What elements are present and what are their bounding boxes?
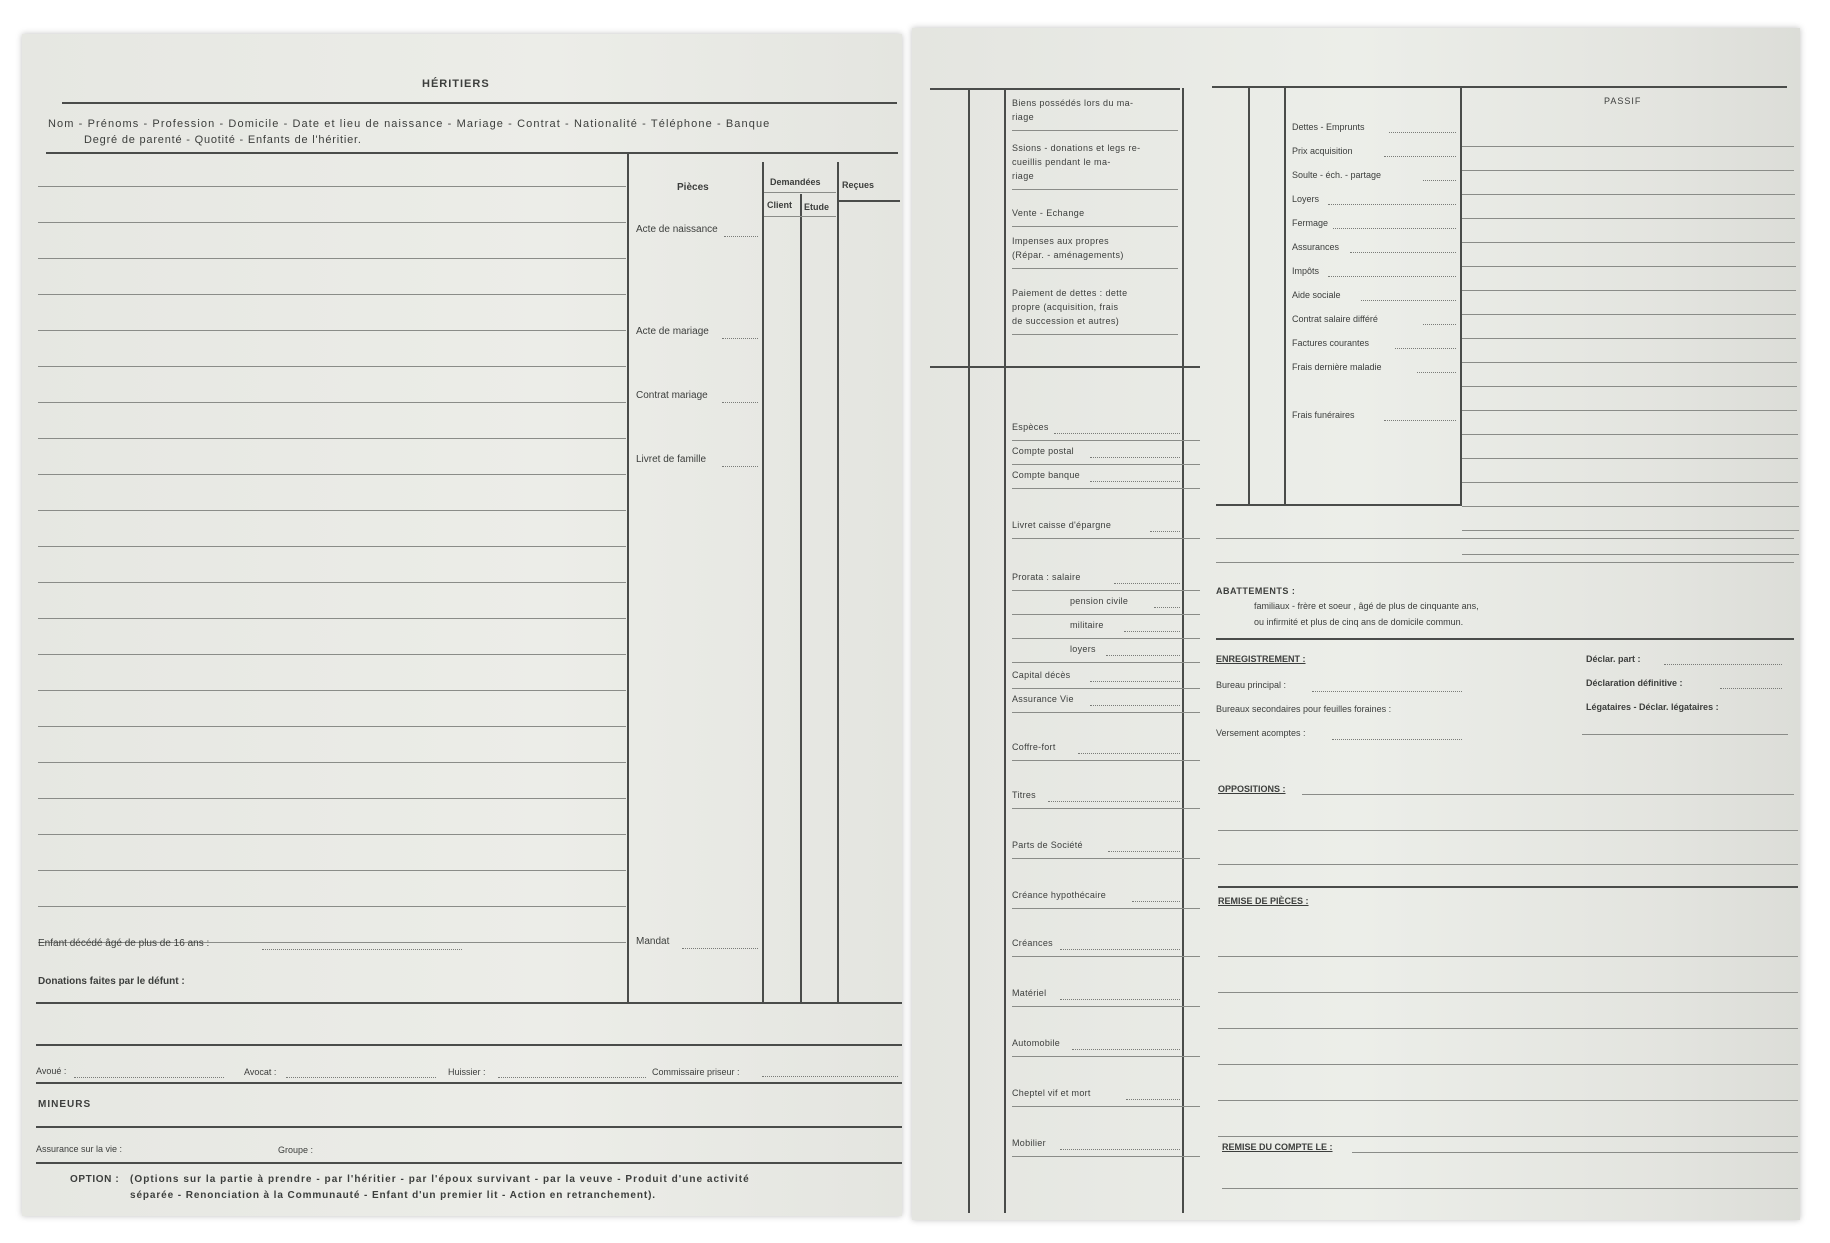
actif-item-line xyxy=(1012,614,1200,615)
bureau-principal-label: Bureau principal : xyxy=(1216,680,1287,690)
remise-compte-line xyxy=(1352,1152,1798,1153)
actif-top-line: riage xyxy=(1012,112,1035,122)
writing-line xyxy=(38,546,626,547)
passif-item: Impôts xyxy=(1292,266,1320,276)
remise-line xyxy=(1218,1064,1798,1065)
professionals-rule xyxy=(36,1082,902,1084)
passif-item: Assurances xyxy=(1292,242,1340,252)
versement-acomptes-label: Versement acomptes : xyxy=(1216,728,1306,738)
option-label: OPTION : xyxy=(70,1174,120,1185)
passif-line xyxy=(1462,458,1798,459)
title-rule xyxy=(62,102,897,104)
actif-top-rule-line xyxy=(1012,268,1178,269)
passif-bottom-rule xyxy=(1216,504,1462,506)
legataires-label: Légataires - Déclar. légataires : xyxy=(1586,702,1719,712)
passif-line xyxy=(1462,242,1795,243)
pieces-bottom-rule xyxy=(36,1002,902,1004)
actif-item-line xyxy=(1012,538,1200,539)
actif-item: Capital décès xyxy=(1012,670,1071,680)
option-line-2: séparée - Renonciation à la Communauté - Enfant d'un premier lit - Action en retranchement). xyxy=(130,1190,656,1201)
dots xyxy=(1312,691,1462,692)
dots xyxy=(1090,705,1180,706)
demandees-header: Demandées xyxy=(770,177,821,187)
actif-item: Créance hypothécaire xyxy=(1012,890,1107,900)
mineurs-label: MINEURS xyxy=(38,1099,92,1110)
passif-line xyxy=(1462,506,1799,507)
client-column-divider xyxy=(762,162,764,1002)
dots xyxy=(1389,132,1456,133)
dots xyxy=(1114,583,1180,584)
passif-line xyxy=(1462,410,1797,411)
oppositions-label: OPPOSITIONS : xyxy=(1218,784,1286,794)
writing-line xyxy=(38,762,626,763)
pieces-column-divider xyxy=(627,152,629,1002)
recues-rule xyxy=(838,200,900,202)
dots xyxy=(262,949,462,950)
columns-line-2: Degré de parenté - Quotité - Enfants de l'héritier. xyxy=(84,134,362,146)
dots xyxy=(1384,156,1456,157)
actif-top-line: Ssions - donations et legs re- xyxy=(1012,143,1141,153)
passif-col-1 xyxy=(1248,86,1250,504)
dots xyxy=(762,1076,898,1077)
actif-item-line xyxy=(1012,440,1200,441)
writing-line xyxy=(38,330,626,331)
passif-item: Frais funéraires xyxy=(1292,410,1355,420)
dots xyxy=(1072,1049,1180,1050)
passif-item: Soulte - éch. - partage xyxy=(1292,170,1382,180)
actif-top-line: riage xyxy=(1012,171,1035,181)
left-page xyxy=(22,34,902,1216)
actif-item-line xyxy=(1012,590,1200,591)
dots xyxy=(1417,372,1456,373)
dots xyxy=(498,1077,646,1078)
passif-item: Loyers xyxy=(1292,194,1320,204)
header-rule xyxy=(46,152,898,154)
dots xyxy=(722,338,758,339)
actif-item-line xyxy=(1012,760,1200,761)
oppositions-rule xyxy=(1218,886,1798,888)
client-header: Client xyxy=(767,200,793,210)
actif-item: Matériel xyxy=(1012,988,1047,998)
piece-acte-mariage: Acte de mariage xyxy=(636,326,709,337)
actif-top-rule-line xyxy=(1012,130,1178,131)
passif-line xyxy=(1462,362,1797,363)
actif-top-rule-line xyxy=(1012,334,1178,335)
remise-pieces-label: REMISE DE PIÈCES : xyxy=(1218,896,1309,906)
dots xyxy=(1106,655,1180,656)
passif-line xyxy=(1462,338,1796,339)
writing-line xyxy=(38,366,626,367)
dots xyxy=(722,402,758,403)
writing-line xyxy=(38,258,626,259)
actif-item: Titres xyxy=(1012,790,1036,800)
groupe-label: Groupe : xyxy=(278,1145,314,1155)
passif-line xyxy=(1462,194,1795,195)
passif-item: Contrat salaire différé xyxy=(1292,314,1378,324)
dots xyxy=(1132,901,1180,902)
assurance-vie-label: Assurance sur la vie : xyxy=(36,1144,123,1154)
dots xyxy=(1332,739,1462,740)
client-etude-rule xyxy=(764,216,836,217)
dots xyxy=(286,1077,436,1078)
dots xyxy=(1328,204,1456,205)
commissaire-label: Commissaire priseur : xyxy=(652,1067,740,1077)
passif-item: Frais dernière maladie xyxy=(1292,362,1382,372)
writing-line xyxy=(38,222,626,223)
writing-line xyxy=(38,654,626,655)
passif-line xyxy=(1462,554,1799,555)
right-page xyxy=(912,28,1800,1220)
writing-line xyxy=(38,510,626,511)
writing-line xyxy=(38,186,626,187)
oppositions-line-3 xyxy=(1218,864,1798,865)
abattements-rule xyxy=(1216,638,1794,640)
writing-line xyxy=(38,294,626,295)
dots xyxy=(1060,1149,1180,1150)
dots xyxy=(1090,481,1180,482)
actif-top-line: (Répar. - aménagements) xyxy=(1012,250,1124,260)
passif-line xyxy=(1462,314,1796,315)
passif-item: Fermage xyxy=(1292,218,1329,228)
actif-item-line xyxy=(1012,1056,1200,1057)
dots xyxy=(1720,688,1782,689)
actif-item: Automobile xyxy=(1012,1038,1061,1048)
assurance-rule xyxy=(36,1162,902,1164)
huissier-label: Huissier : xyxy=(448,1067,486,1077)
passif-item: Prix acquisition xyxy=(1292,146,1353,156)
actif-item-line xyxy=(1012,638,1200,639)
writing-line xyxy=(38,726,626,727)
donations-label: Donations faites par le défunt : xyxy=(38,976,185,987)
dots xyxy=(722,466,758,467)
dots xyxy=(1126,1099,1180,1100)
writing-line xyxy=(38,402,626,403)
abattements-line-2: ou infirmité et plus de cinq ans de domicile commun. xyxy=(1254,617,1464,627)
writing-line xyxy=(38,870,626,871)
dots xyxy=(1423,180,1456,181)
recues-header: Reçues xyxy=(842,180,875,190)
actif-col-3 xyxy=(1182,88,1184,1213)
actif-top-line: cueillis pendant le ma- xyxy=(1012,157,1111,167)
passif-extra-line xyxy=(1216,538,1794,539)
remise-line xyxy=(1218,1136,1798,1137)
mineurs-rule xyxy=(36,1126,902,1128)
actif-item: Cheptel vif et mort xyxy=(1012,1088,1091,1098)
actif-item-line xyxy=(1012,1106,1200,1107)
actif-item-line xyxy=(1012,662,1200,663)
writing-line xyxy=(38,690,626,691)
passif-line xyxy=(1462,146,1794,147)
piece-contrat-mariage: Contrat mariage xyxy=(636,390,708,401)
abattements-label: ABATTEMENTS : xyxy=(1216,586,1296,596)
actif-item-line xyxy=(1012,688,1200,689)
passif-line xyxy=(1462,290,1796,291)
passif-col-3 xyxy=(1460,86,1462,504)
passif-line xyxy=(1462,434,1798,435)
remise-line xyxy=(1218,956,1798,957)
avoue-label: Avoué : xyxy=(36,1066,67,1076)
dots xyxy=(1384,420,1456,421)
actif-top-line: de succession et autres) xyxy=(1012,316,1120,326)
writing-line xyxy=(38,438,626,439)
actif-item-line xyxy=(1012,908,1200,909)
avocat-label: Avocat : xyxy=(244,1067,277,1077)
actif-item: Compte postal xyxy=(1012,446,1074,456)
actif-item-line xyxy=(1012,712,1200,713)
passif-item: Aide sociale xyxy=(1292,290,1341,300)
actif-top-line: Biens possédés lors du ma- xyxy=(1012,98,1134,108)
dots xyxy=(74,1077,224,1078)
passif-line xyxy=(1462,482,1798,483)
dots xyxy=(1154,607,1180,608)
declaration-definitive-label: Déclaration définitive : xyxy=(1586,678,1683,688)
passif-line xyxy=(1462,530,1799,531)
passif-title: PASSIF xyxy=(1604,96,1642,106)
passif-item: Dettes - Emprunts xyxy=(1292,122,1365,132)
remise-line xyxy=(1218,1100,1798,1101)
actif-top-rule-line xyxy=(1012,189,1178,190)
actif-top-line: propre (acquisition, frais xyxy=(1012,302,1119,312)
dots xyxy=(1395,348,1456,349)
dots xyxy=(1054,433,1180,434)
enfant-decede-label: Enfant décédé âgé de plus de 16 ans : xyxy=(38,938,210,949)
actif-top-line: Vente - Echange xyxy=(1012,208,1085,218)
writing-line xyxy=(38,834,626,835)
actif-item-line xyxy=(1012,858,1200,859)
actif-item: Compte banque xyxy=(1012,470,1080,480)
passif-col-2 xyxy=(1284,86,1286,504)
enregistrement-label: ENREGISTREMENT : xyxy=(1216,654,1306,664)
remise-line xyxy=(1218,1028,1798,1029)
dots xyxy=(1078,753,1180,754)
dots xyxy=(1060,999,1180,1000)
dots xyxy=(1060,949,1180,950)
actif-top-line: Impenses aux propres xyxy=(1012,236,1110,246)
etude-header: Etude xyxy=(804,202,830,212)
dots xyxy=(1423,324,1456,325)
actif-item: Mobilier xyxy=(1012,1138,1046,1148)
dots xyxy=(1048,801,1180,802)
actif-item: Parts de Société xyxy=(1012,840,1083,850)
dots xyxy=(1328,276,1456,277)
oppositions-line-2 xyxy=(1218,830,1798,831)
dots xyxy=(1664,664,1782,665)
passif-line xyxy=(1462,386,1797,387)
actif-item: militaire xyxy=(1070,620,1104,630)
writing-line xyxy=(38,474,626,475)
recues-column-divider xyxy=(837,162,839,1002)
passif-line xyxy=(1462,266,1796,267)
passif-item: Factures courantes xyxy=(1292,338,1370,348)
actif-col-2 xyxy=(1004,88,1006,1213)
dots xyxy=(1124,631,1180,632)
bureaux-secondaires-label: Bureaux secondaires pour feuilles foraines : xyxy=(1216,704,1392,714)
actif-item-line xyxy=(1012,956,1200,957)
remise-compte-label: REMISE DU COMPTE LE : xyxy=(1222,1142,1333,1152)
dots xyxy=(1090,457,1180,458)
piece-livret-famille: Livret de famille xyxy=(636,454,707,465)
declar-part-label: Déclar. part : xyxy=(1586,654,1641,664)
columns-line-1: Nom - Prénoms - Profession - Domicile - Date et lieu de naissance - Mariage - Contrat - Nationalité - Téléphone - Banque xyxy=(48,118,771,130)
heritiers-title: HÉRITIERS xyxy=(422,78,490,90)
actif-item-line xyxy=(1012,464,1200,465)
actif-item: Assurance Vie xyxy=(1012,694,1074,704)
passif-line xyxy=(1462,218,1795,219)
piece-acte-naissance: Acte de naissance xyxy=(636,224,718,235)
actif-item-line xyxy=(1012,808,1200,809)
writing-line xyxy=(38,906,626,907)
actif-item: pension civile xyxy=(1070,596,1129,606)
oppositions-line xyxy=(1302,794,1794,795)
writing-line xyxy=(38,618,626,619)
actif-item: Espèces xyxy=(1012,422,1049,432)
dots xyxy=(1361,300,1456,301)
donations-rule xyxy=(36,1044,902,1046)
passif-line xyxy=(1462,170,1794,171)
actif-item: Livret caisse d'épargne xyxy=(1012,520,1112,530)
actif-mid-rule xyxy=(930,366,1200,368)
writing-line xyxy=(38,582,626,583)
actif-top-rule-line xyxy=(1012,226,1178,227)
dots xyxy=(1090,681,1180,682)
etude-column-divider xyxy=(800,194,802,1002)
piece-mandat: Mandat xyxy=(636,936,670,947)
actif-item: loyers xyxy=(1070,644,1096,654)
remise-line xyxy=(1218,992,1798,993)
option-line-1: (Options sur la partie à prendre - par l'héritier - par l'époux survivant - par la veuve - Produit d'une activité xyxy=(130,1174,750,1185)
remise-compte-line-2 xyxy=(1222,1188,1798,1189)
writing-line xyxy=(38,798,626,799)
pieces-header: Pièces xyxy=(677,182,709,193)
actif-item-line xyxy=(1012,1156,1200,1157)
dots xyxy=(1333,228,1456,229)
dots xyxy=(724,236,758,237)
actif-item-line xyxy=(1012,488,1200,489)
dots xyxy=(682,948,758,949)
legataires-rule xyxy=(1582,734,1788,735)
actif-item: Coffre-fort xyxy=(1012,742,1056,752)
passif-extra-line xyxy=(1216,562,1794,563)
dots xyxy=(1150,531,1180,532)
actif-item-line xyxy=(1012,1006,1200,1007)
actif-top-line: Paiement de dettes : dette xyxy=(1012,288,1128,298)
passif-top-rule xyxy=(1212,86,1787,88)
dots xyxy=(1108,851,1180,852)
abattements-line-1: familiaux - frère et soeur , âgé de plus de cinquante ans, xyxy=(1254,601,1479,611)
actif-item: Prorata : salaire xyxy=(1012,572,1081,582)
demandees-rule xyxy=(764,192,836,193)
actif-col-1 xyxy=(968,88,970,1213)
actif-item: Créances xyxy=(1012,938,1053,948)
dots xyxy=(1350,252,1456,253)
